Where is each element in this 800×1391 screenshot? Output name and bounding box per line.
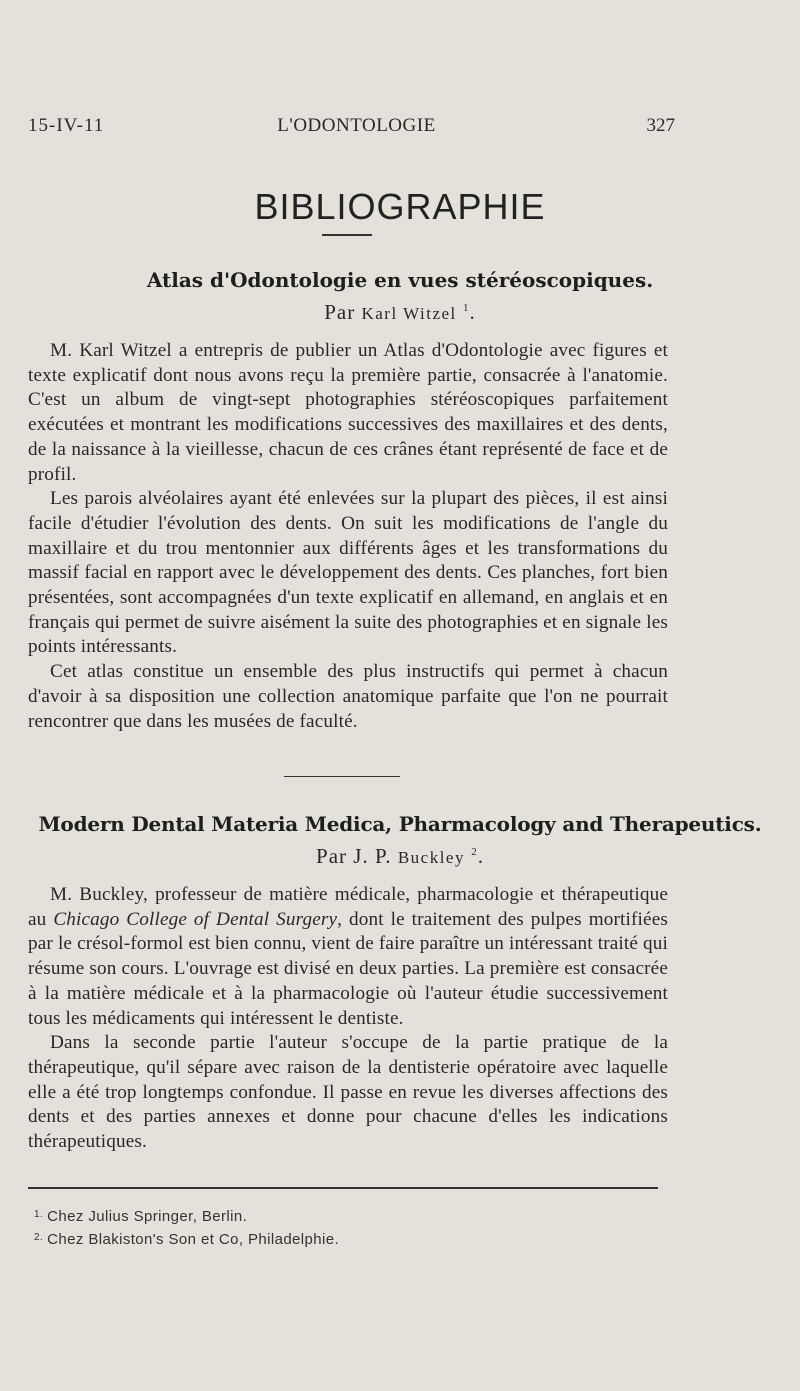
footnotes (34, 1204, 339, 1250)
college-name: Chicago College of Dental Surgery (53, 908, 338, 930)
footnote-ref: 2 (471, 846, 478, 858)
section-2-title: Modern Dental Materia Medica, Pharmacology and Therapeutics. (38, 812, 762, 836)
footnote-rule (28, 1187, 658, 1189)
page-title: BIBLIOGRAPHIE (254, 186, 546, 227)
running-head (28, 115, 675, 145)
footnote: $^{2.}$ Chez Blakiston's Son et Co, Philadelphie. (34, 1231, 340, 1248)
page-number: 327 (646, 115, 675, 136)
section-2-body (28, 883, 668, 1155)
paragraph: Les parois alvéolaires ayant été enlevées sur la plupart des pièces, il est ainsi facile d'étudier l'évolution des dents. On suit les modifications de l'angle du maxillaire et du trou mentonnier aux différents âges et les transformations du massif facial en rapport avec le développement des dents. Ces planches, fort bien présentées, sont accompagnées d'un texte explicatif en allemand, en anglais et en français qui permet de suivre aisément la suite des photographies et en signale les points intéressants. (28, 488, 668, 658)
paragraph: M. Buckley, professeur de matière médicale, pharmacologie et thérapeutique au Chicago College of Dental Surgery, dont le traitement des pulpes mortifiées par le crésol-formol est bien connu, vient de faire paraître un intéressant traité qui résume son cours. L'ouvrage est divisé en deux parties. La première est consacrée à la matière médicale et à la pharmacologie où l'auteur étudie successivement tous les médicaments qui intéressent le dentiste. (28, 884, 668, 1029)
paragraph: Dans la seconde partie l'auteur s'occupe de la partie pratique de la thérapeutique, qu'il sépare avec raison de la dentisterie opératoire avec laquelle elle a été trop longtemps confondue. Il passe en revue les diverses affections des dents et des parties annexes et donne pour chacune d'elles les indications thérapeutiques. (28, 1032, 668, 1153)
issue-date: 15-IV-11 (28, 115, 105, 136)
footnote-ref: 1 (463, 302, 470, 314)
section-divider (284, 776, 400, 777)
footnote: $^{1.}$ Chez Julius Springer, Berlin. (34, 1208, 248, 1225)
journal-name: L'ODONTOLOGIE (277, 115, 436, 136)
section-1-body (28, 339, 668, 734)
section-1-author: Par Karl Witzel $^1$. (324, 300, 476, 324)
section-1-title: Atlas d'Odontologie en vues stéréoscopiques. (146, 268, 654, 292)
title-rule (322, 234, 372, 236)
author-name: Karl Witzel (361, 304, 457, 323)
section-2-author: Par J. P. Buckley $^2$. (316, 844, 484, 868)
paragraph: Cet atlas constitue un ensemble des plus instructifs qui permet à chacun d'avoir à sa disposition une collection anatomique parfaite que l'on ne pourrait rencontrer que dans les musées de faculté. (28, 661, 668, 732)
author-name: Buckley (397, 848, 465, 867)
paragraph: M. Karl Witzel a entrepris de publier un Atlas d'Odontologie avec figures et texte explicatif dont nous avons reçu la première partie, consacrée à l'anatomie. C'est un album de vingt-sept photographies stéréoscopiques parfaitement exécutées et montrant les modifications successives des maxillaires et des dents, de la naissance à la vieillesse, chacun de ces crânes étant représenté de face et de profil. (28, 340, 668, 485)
